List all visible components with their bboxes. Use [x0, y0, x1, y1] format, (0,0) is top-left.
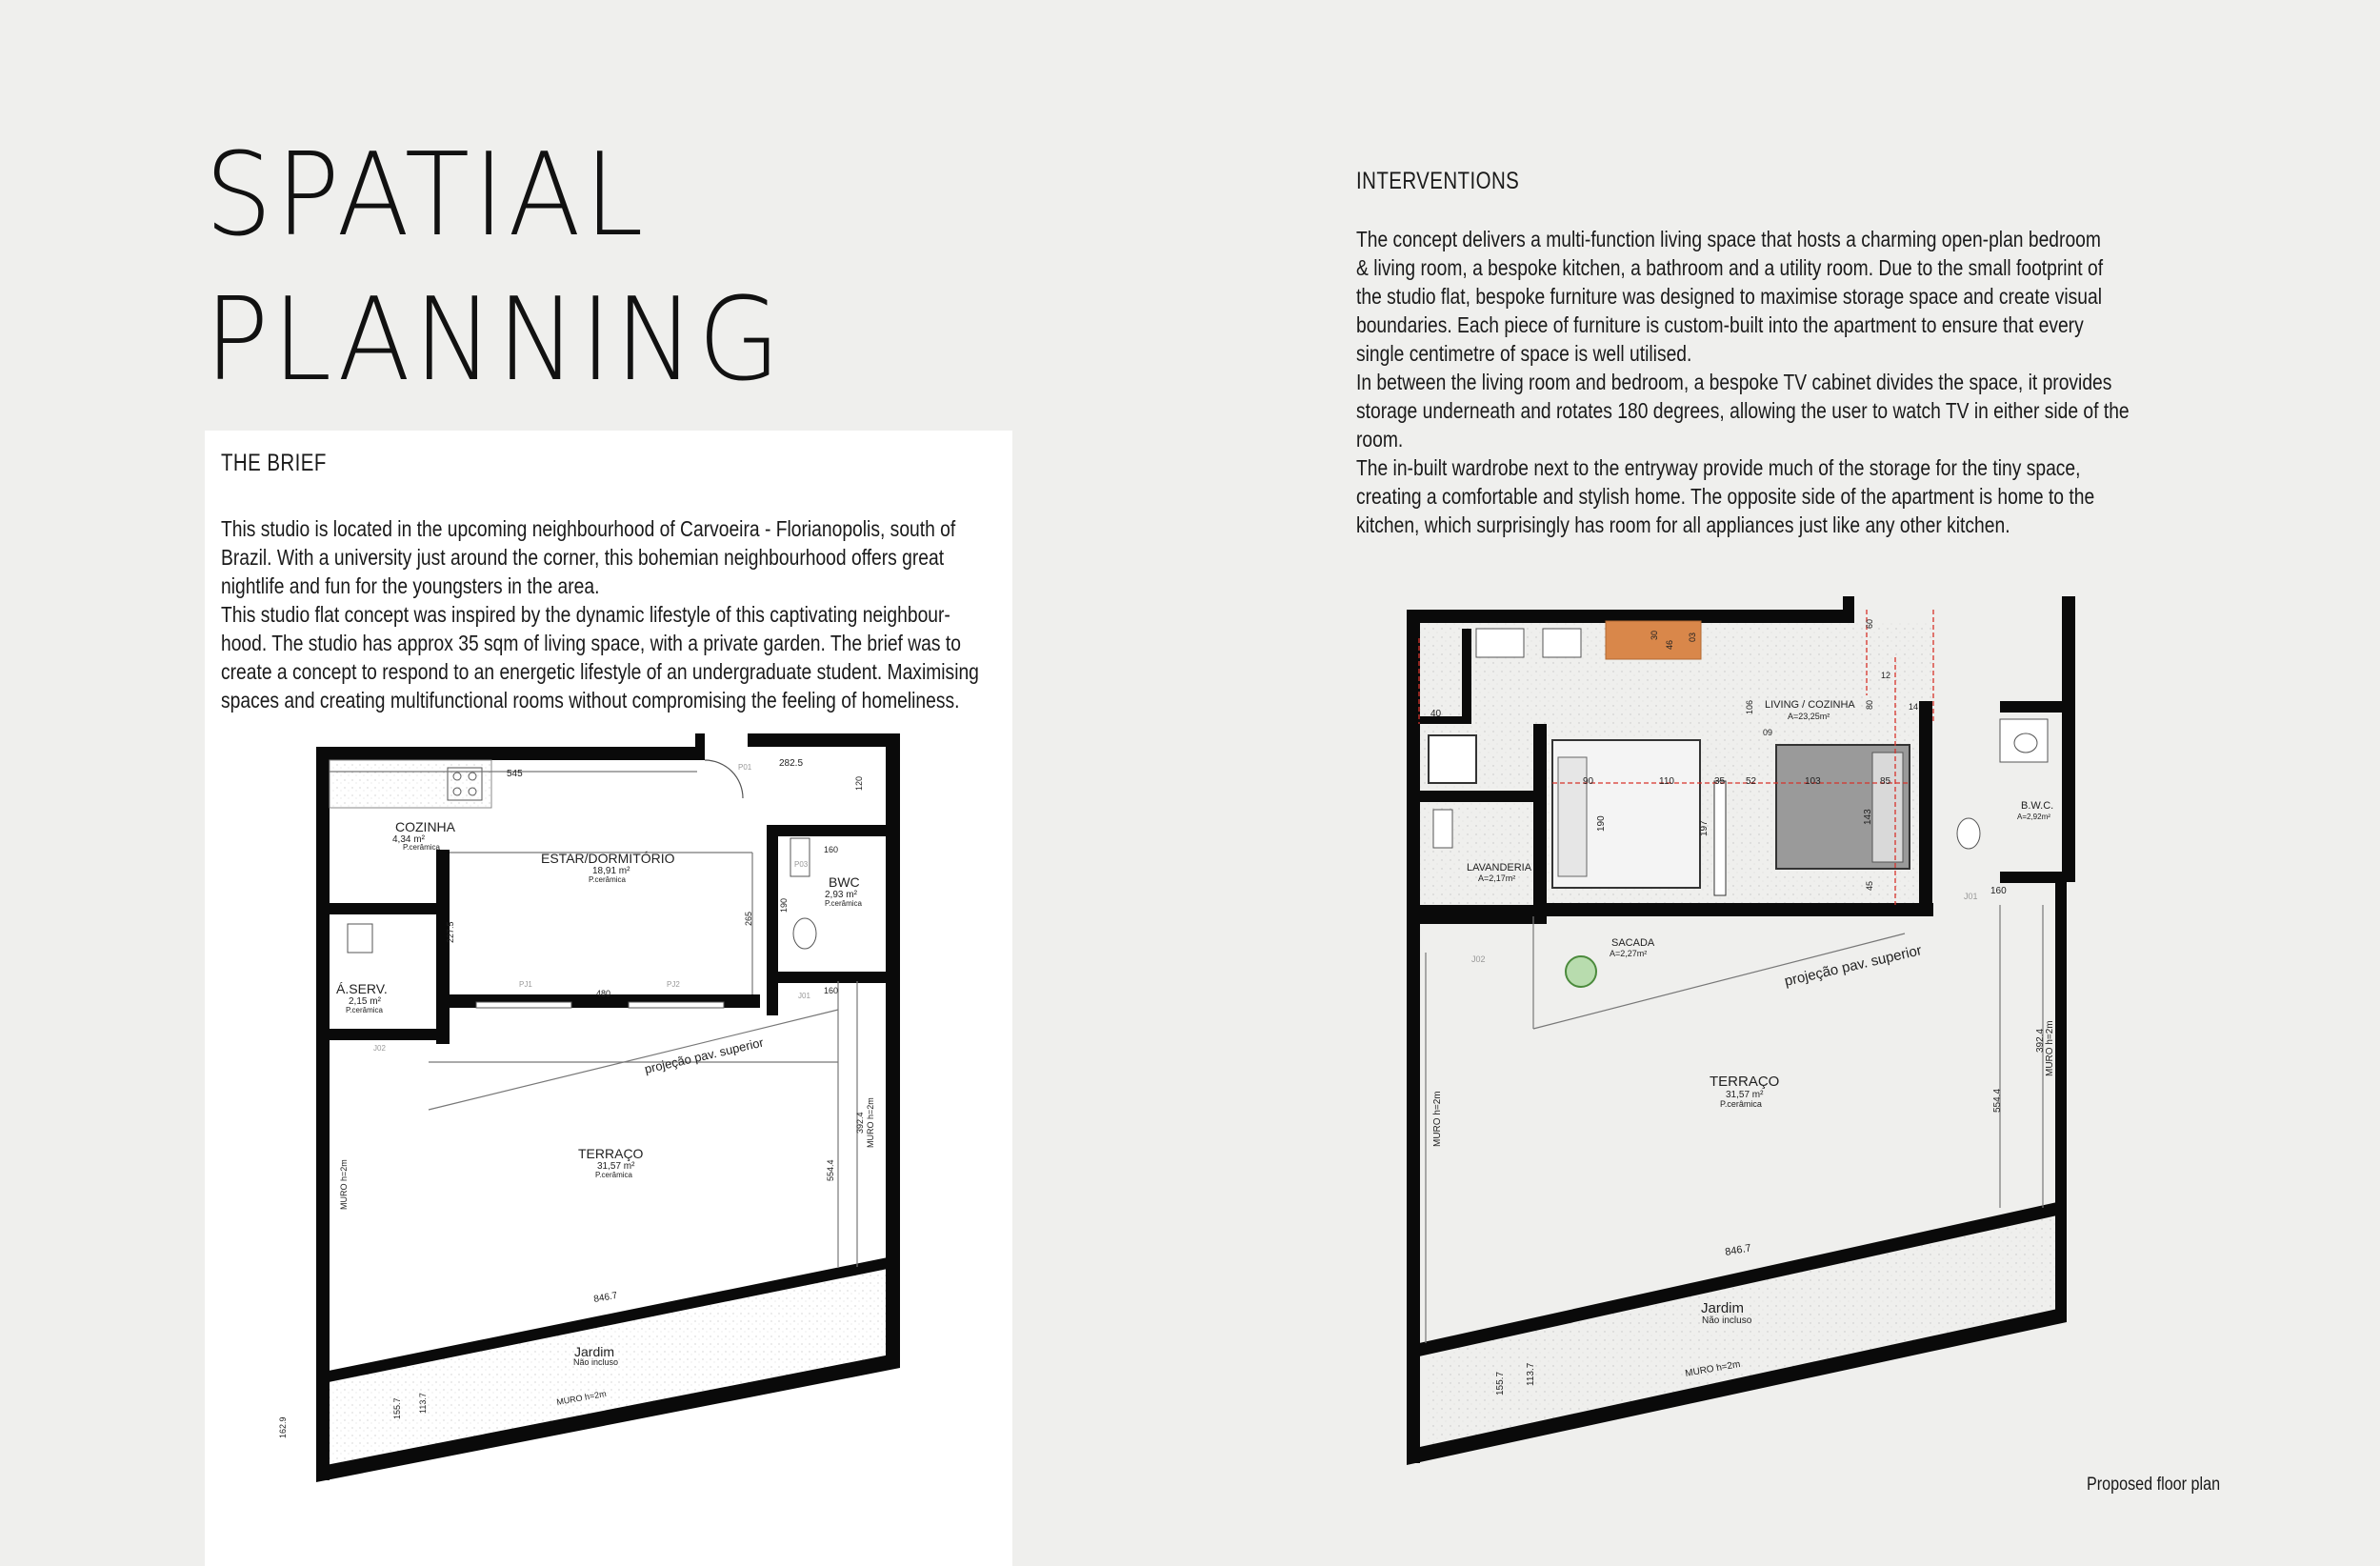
- interventions-line: the studio flat, bespoke furniture was designed to maximise storage space and create visual: [1356, 284, 2103, 309]
- dim-227: 227.5: [446, 921, 455, 943]
- room-floor-bwc: P.cerâmica: [825, 899, 862, 908]
- interventions-text: [1356, 225, 2137, 539]
- room-area-terrace: 31,57 m²: [597, 1161, 635, 1172]
- tag-j01: J01: [798, 992, 810, 1000]
- dim-14: 14: [1909, 702, 1919, 712]
- room-name-service: Á.SERV.: [336, 981, 388, 996]
- interventions-line: The in-built wardrobe next to the entryway provide much of the storage for the tiny space,: [1356, 455, 2081, 480]
- interventions-line: In between the living room and bedroom, a bespoke TV cabinet divides the space, it provides: [1356, 370, 2112, 394]
- dim-392: 392.4: [2035, 1028, 2046, 1053]
- tag-p01: P01: [738, 763, 752, 772]
- dim-162: 162.9: [278, 1416, 288, 1438]
- wall-note-left: MURO h=2m: [1432, 1091, 1443, 1147]
- dim-85: 85: [1880, 776, 1891, 787]
- room-name-bwc: B.W.C.: [2021, 800, 2054, 812]
- room-name-living: LIVING / COZINHA: [1765, 699, 1855, 711]
- tag-pj2: PJ2: [667, 980, 680, 989]
- tag-j01: J01: [1964, 892, 1978, 901]
- dim-106: 106: [1745, 699, 1754, 714]
- dim-09: 09: [1763, 728, 1773, 737]
- brief-line: This studio is located in the upcoming neighbourhood of Carvoeira - Florianopolis, south of: [221, 516, 956, 541]
- brief-line: nightlife and fun for the youngsters in the area.: [221, 573, 600, 598]
- dim-480: 480: [596, 989, 611, 998]
- room-area-bwc: 2,93 m²: [825, 890, 857, 900]
- room-name-laundry: LAVANDERIA: [1467, 862, 1532, 873]
- dim-12: 12: [1881, 671, 1891, 680]
- room-area-garden: Não incluso: [573, 1357, 619, 1367]
- dim-35: 35: [1714, 776, 1726, 787]
- page-title: [205, 124, 784, 413]
- dim-30: 30: [1650, 630, 1659, 640]
- room-area-service: 2,15 m²: [349, 996, 381, 1007]
- room-floor-kitchen: P.cerâmica: [403, 843, 440, 852]
- dim-60: 60: [1865, 618, 1874, 629]
- room-floor-living: P.cerâmica: [589, 875, 626, 884]
- dim-846: 846.7: [592, 1290, 619, 1305]
- brief-line: create a concept to respond to an energetic lifestyle of an undergraduate student. Maximising: [221, 659, 979, 684]
- dim-45: 45: [1865, 880, 1874, 891]
- dim-80: 80: [1865, 699, 1874, 710]
- wall-note-bottom: MURO h=2m: [1684, 1358, 1742, 1379]
- projection-note: projeção pav. superior: [1783, 942, 1924, 990]
- room-name-terrace: TERRAÇO: [1710, 1074, 1780, 1090]
- brief-text: [221, 514, 1002, 714]
- room-name-kitchen: COZINHA: [395, 819, 455, 834]
- interventions-line: single centimetre of space is well utilised.: [1356, 341, 1692, 366]
- room-name-bwc: BWC: [829, 874, 860, 890]
- tag-p03: P03: [794, 860, 809, 869]
- wall-note-right: MURO h=2m: [866, 1097, 875, 1148]
- dim-90: 90: [1583, 776, 1594, 787]
- interventions-line: storage underneath and rotates 180 degrees, allowing the user to watch TV in either side of the: [1356, 398, 2130, 423]
- projection-note: projeção pav. superior: [643, 1034, 766, 1076]
- brief-heading: THE BRIEF: [221, 450, 327, 476]
- interventions-line: & living room, a bespoke kitchen, a bathroom and a utility room. Due to the small footprint of: [1356, 255, 2104, 280]
- room-name-garden: Jardim: [574, 1344, 615, 1359]
- brief-line: hood. The studio has approx 35 sqm of living space, with a private garden. The brief was to: [221, 631, 961, 655]
- dim-113: 113.7: [418, 1393, 428, 1414]
- room-area-laundry: A=2,17m²: [1478, 873, 1516, 883]
- dim-282: 282.5: [779, 758, 804, 769]
- dim-545: 545: [507, 769, 523, 779]
- dim-120: 120: [854, 775, 864, 791]
- dim-155: 155.7: [392, 1397, 402, 1419]
- dim-160: 160: [1990, 886, 2007, 896]
- room-area-living: A=23,25m²: [1788, 712, 1830, 721]
- room-floor-terrace: P.cerâmica: [1720, 1099, 1762, 1109]
- dim-197: 197: [1699, 820, 1710, 836]
- dim-03: 03: [1688, 632, 1697, 642]
- dim-265: 265: [744, 911, 753, 926]
- existing-floor-plan: [257, 724, 943, 1486]
- interventions-line: The concept delivers a multi-function living space that hosts a charming open-plan bedroom: [1356, 227, 2101, 251]
- room-area-terrace: 31,57 m²: [1726, 1090, 1764, 1100]
- brief-line: Brazil. With a university just around the corner, this bohemian neighbourhood offers great: [221, 545, 945, 570]
- interventions-line: kitchen, which surprisingly has room for all appliances just like any other kitchen.: [1356, 512, 2010, 537]
- plan-caption: Proposed floor plan: [2087, 1475, 2221, 1495]
- tag-pj1: PJ1: [519, 980, 532, 989]
- room-area-kitchen: 4,34 m²: [392, 834, 425, 845]
- dim-110: 110: [1659, 776, 1674, 787]
- room-floor-service: P.cerâmica: [346, 1006, 383, 1014]
- room-area-balcony: A=2,27m²: [1610, 949, 1648, 958]
- dim-160-bottom: 160: [824, 986, 839, 995]
- dim-160-top: 160: [824, 845, 839, 854]
- room-name-balcony: SACADA: [1611, 937, 1655, 949]
- dim-392: 392.4: [855, 1112, 865, 1134]
- dim-554: 554.4: [1992, 1088, 2003, 1113]
- room-area-living: 18,91 m²: [592, 866, 630, 876]
- dim-113: 113.7: [1526, 1362, 1536, 1386]
- interventions-heading: INTERVENTIONS: [1356, 168, 1520, 194]
- plant-icon: [1566, 956, 1596, 987]
- dim-103: 103: [1805, 776, 1821, 787]
- tv-cabinet: [1714, 781, 1726, 895]
- proposed-floor-plan: [1400, 581, 2086, 1476]
- room-name-garden: Jardim: [1701, 1300, 1745, 1316]
- title-line-2: PLANNING: [205, 274, 784, 407]
- dim-554: 554.4: [826, 1159, 835, 1181]
- dim-155: 155.7: [1495, 1371, 1506, 1395]
- room-floor-terrace: P.cerâmica: [595, 1171, 632, 1179]
- tag-j02: J02: [373, 1044, 386, 1053]
- room-name-living: ESTAR/DORMITÓRIO: [541, 851, 675, 866]
- brief-line: spaces and creating multifunctional rooms without compromising the feeling of homeliness.: [221, 688, 960, 713]
- wall-note-left: MURO h=2m: [339, 1159, 349, 1210]
- interventions-line: room.: [1356, 427, 1404, 452]
- dim-40: 40: [1430, 709, 1442, 719]
- room-area-bwc: A=2,92m²: [2017, 813, 2050, 821]
- room-area-garden: Não incluso: [1702, 1315, 1752, 1326]
- interventions-line: creating a comfortable and stylish home. The opposite side of the apartment is home to the: [1356, 484, 2095, 509]
- dim-52: 52: [1746, 776, 1757, 787]
- dim-190: 190: [1596, 815, 1607, 832]
- dim-190: 190: [779, 897, 789, 913]
- tag-j02: J02: [1471, 954, 1486, 964]
- title-line-1: SPATIAL: [205, 130, 648, 262]
- brief-line: This studio flat concept was inspired by the dynamic lifestyle of this captivating neighbour-: [221, 602, 950, 627]
- wall-note-bottom: MURO h=2m: [555, 1388, 608, 1407]
- wall-note-right: MURO h=2m: [2045, 1020, 2055, 1076]
- dim-846: 846.7: [1724, 1242, 1752, 1258]
- dim-143: 143: [1863, 809, 1873, 825]
- dim-46: 46: [1665, 639, 1674, 650]
- interventions-line: boundaries. Each piece of furniture is custom-built into the apartment to ensure that every: [1356, 312, 2084, 337]
- room-name-terrace: TERRAÇO: [578, 1146, 644, 1161]
